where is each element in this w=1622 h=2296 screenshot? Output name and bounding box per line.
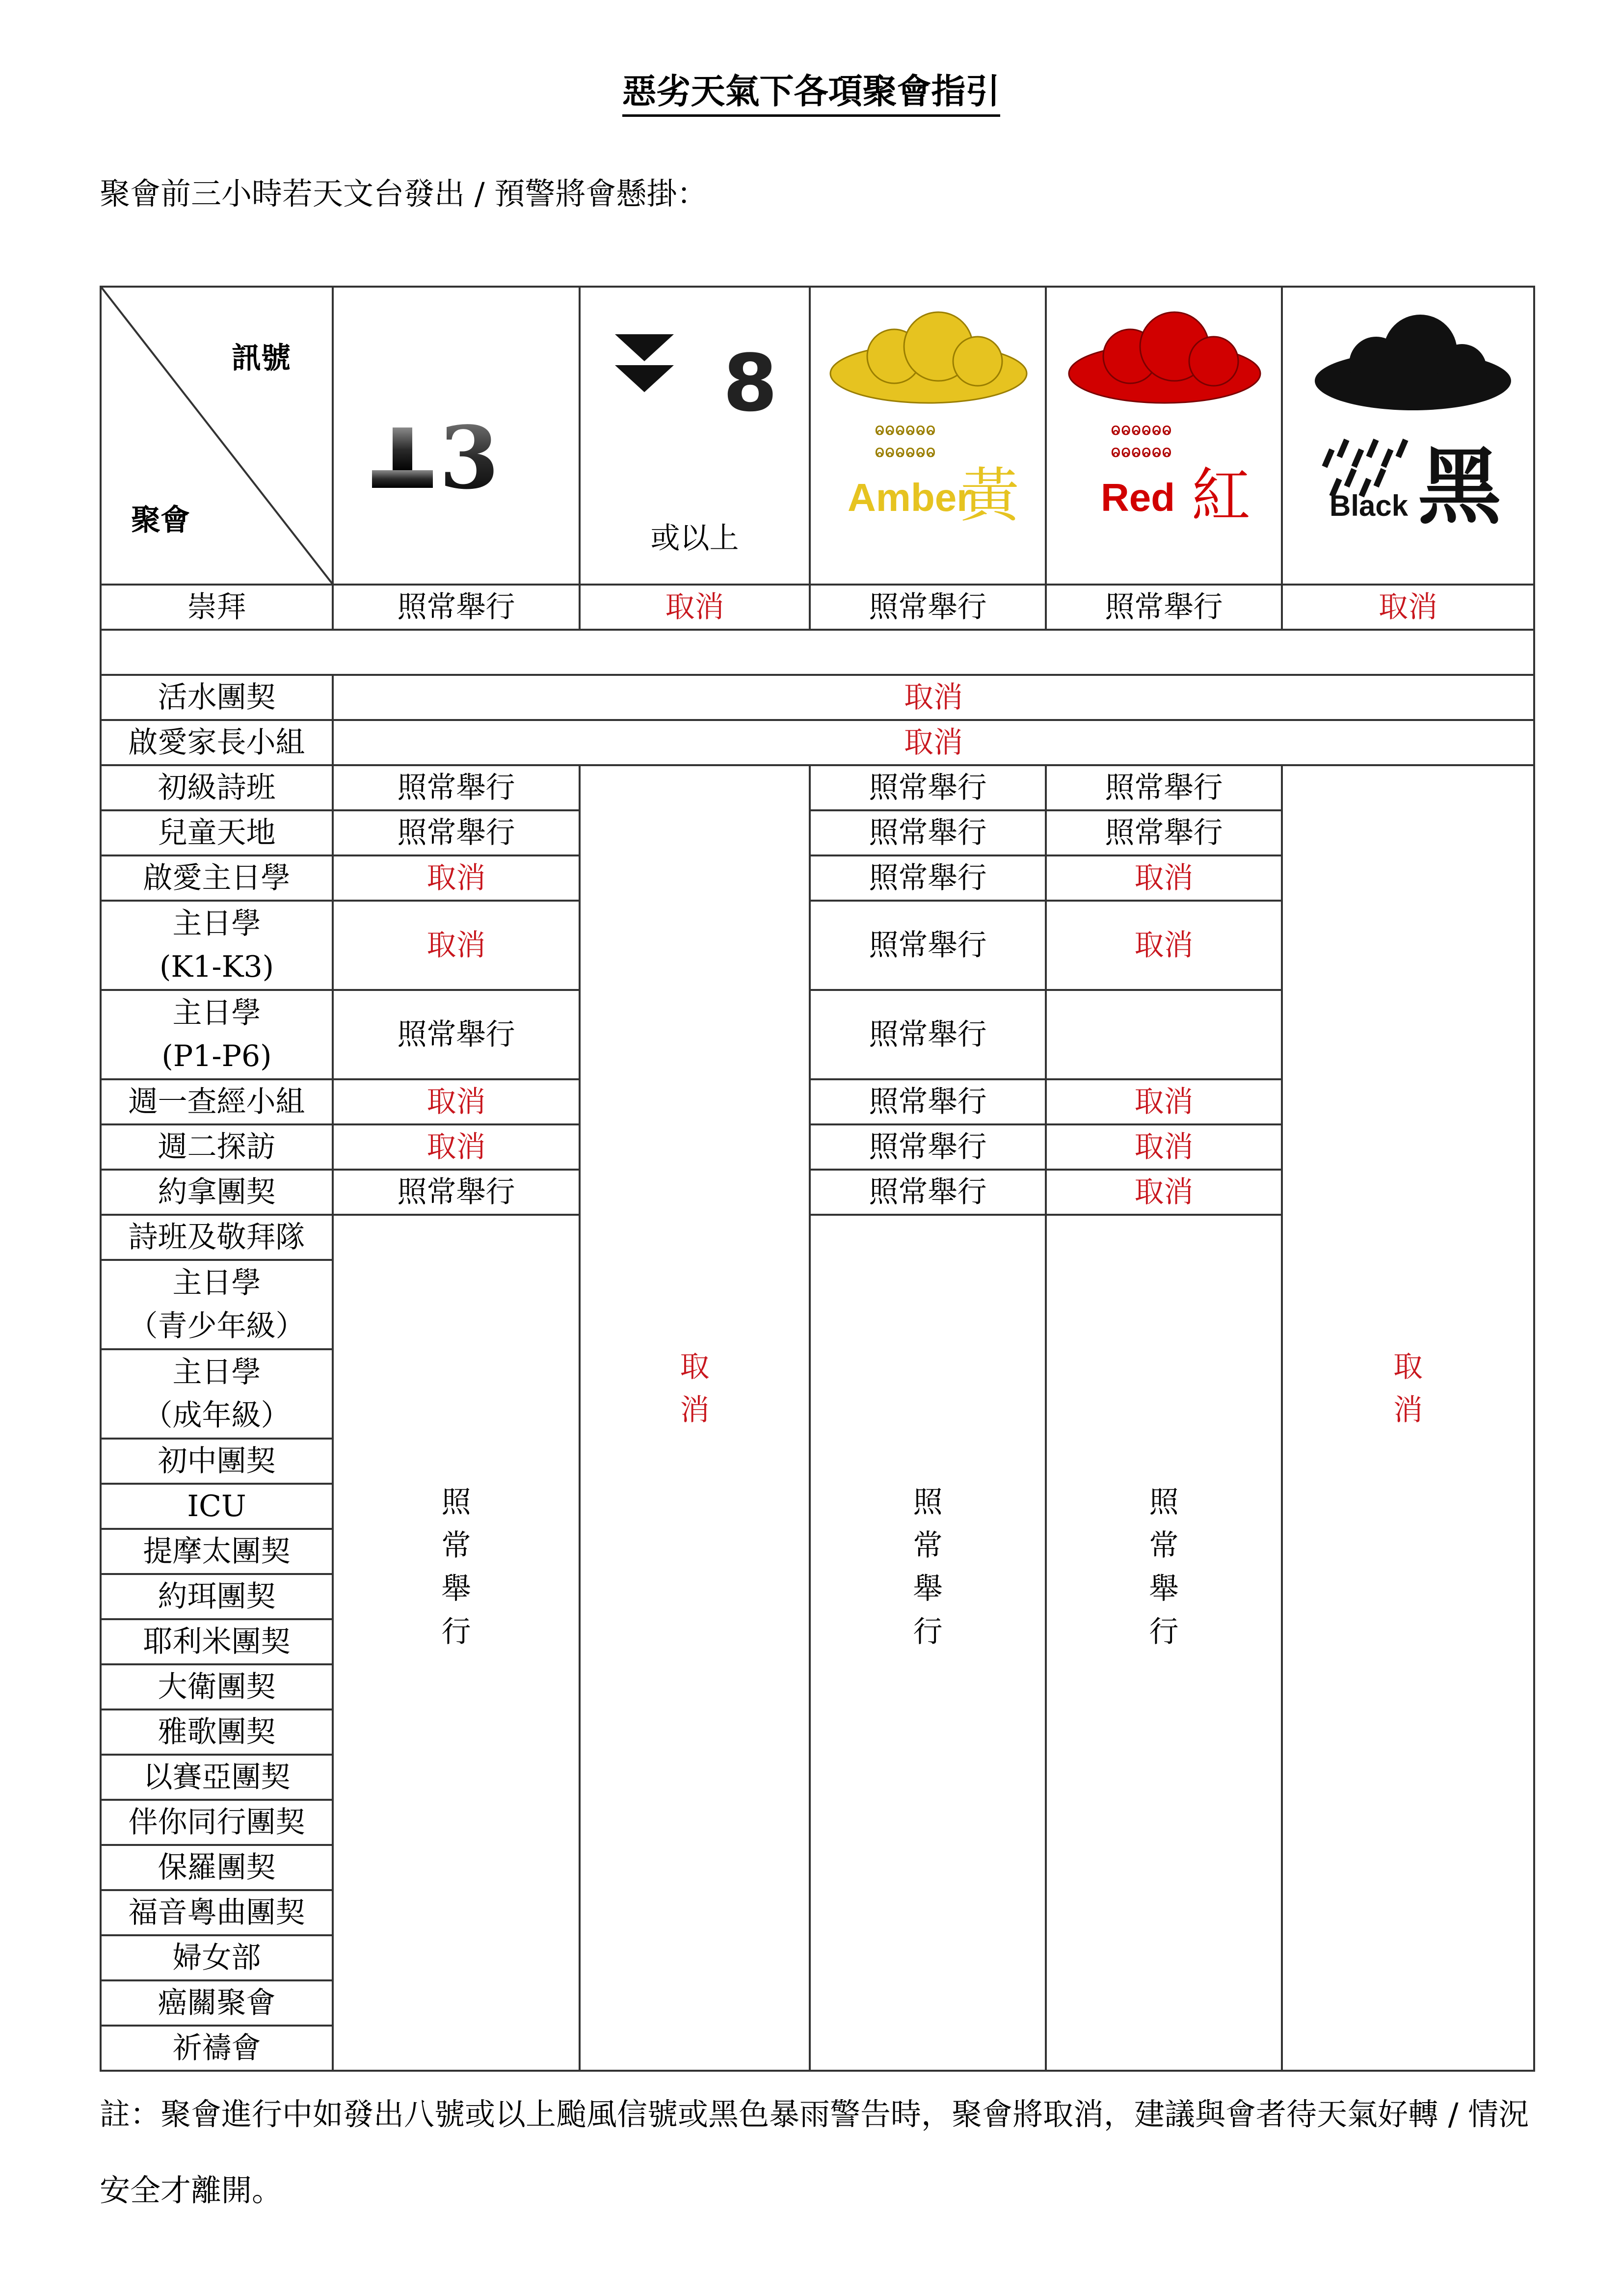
merged-cancel-cell	[580, 765, 810, 2071]
group-name: 祈禱會	[172, 2031, 261, 2065]
group-name: 主日學	[172, 907, 261, 941]
group-name-cell	[101, 1215, 333, 1260]
intro-text: 聚會前三小時若天文台發出 / 預警將會懸掛：	[100, 176, 708, 212]
svg-text:ⱺⱺⱺⱺⱺⱺ: ⱺⱺⱺⱺⱺⱺ	[1111, 442, 1172, 461]
vertical-char: 行	[913, 1615, 943, 1649]
vertical-char: 取	[1393, 1350, 1423, 1384]
group-name-cell	[101, 1439, 333, 1484]
group-name: ICU	[187, 1489, 246, 1523]
group-name: 主日學	[172, 1355, 261, 1389]
table-cell: 取消	[1282, 585, 1534, 630]
group-name: 福音粵曲團契	[128, 1896, 305, 1930]
group-name-cell	[101, 1800, 333, 1845]
header-signal-8	[580, 287, 810, 585]
group-name-sub: （青少年級）	[128, 1309, 305, 1343]
group-name: 啟愛家長小組	[128, 725, 305, 760]
vertical-char: 舉	[913, 1572, 943, 1606]
svg-text:3: 3	[439, 408, 499, 508]
group-name-cell	[101, 990, 333, 1079]
table-cell: 取消	[1046, 1079, 1282, 1124]
table-cell: 取消	[1046, 855, 1282, 901]
group-name-sub: （成年級）	[143, 1398, 291, 1433]
table-cell: 照常舉行	[810, 1079, 1046, 1124]
group-name-cell	[101, 810, 333, 855]
vertical-char: 消	[680, 1393, 710, 1427]
vertical-char: 舉	[1149, 1572, 1179, 1606]
black-rainstorm-icon	[1283, 288, 1534, 585]
table-cell: 照常舉行	[333, 810, 580, 855]
group-name: 癌關聚會	[158, 1986, 276, 2020]
group-name: 約拿團契	[158, 1175, 276, 1209]
page-title: 惡劣天氣下各項聚會指引	[0, 64, 1622, 113]
group-name-cell	[101, 1664, 333, 1709]
group-name-cell	[101, 1079, 333, 1124]
svg-text:ⱺⱺⱺⱺⱺⱺ: ⱺⱺⱺⱺⱺⱺ	[1111, 420, 1172, 439]
group-name-cell	[101, 720, 333, 765]
group-name: 保羅團契	[158, 1850, 276, 1885]
table-cell: 取消	[333, 720, 1534, 765]
spacer-cell	[101, 630, 1534, 675]
header-amber	[810, 287, 1046, 585]
table-cell: 取消	[333, 675, 1534, 720]
group-name-cell	[101, 765, 333, 810]
group-name-cell	[101, 1170, 333, 1215]
table-cell: 照常舉行	[1046, 810, 1282, 855]
group-name-cell	[101, 1529, 333, 1574]
table-cell: 照常舉行	[810, 990, 1046, 1079]
signal-8-or-above: 或以上	[650, 521, 739, 556]
svg-text:Red: Red	[1101, 476, 1175, 519]
corner-signal-label: 訊號	[232, 341, 291, 375]
group-name-sub: (P1-P6)	[161, 1039, 272, 1073]
worship-row	[101, 585, 1534, 630]
merged-row	[101, 675, 1534, 720]
group-name: 婦女部	[172, 1941, 261, 1975]
header-black	[1282, 287, 1534, 585]
spacer-row	[101, 630, 1534, 675]
svg-text:8: 8	[723, 337, 778, 429]
group-name-cell	[101, 1980, 333, 2026]
table-cell: 取消	[333, 855, 580, 901]
merged-normal-cell	[810, 1215, 1046, 2071]
group-name-cell	[101, 855, 333, 901]
table-cell	[1046, 990, 1282, 1079]
vertical-char: 常	[1149, 1528, 1179, 1563]
table-cell: 照常舉行	[810, 1124, 1046, 1170]
table-cell: 取消	[333, 1079, 580, 1124]
group-name: 雅歌團契	[158, 1715, 276, 1749]
svg-text:ⱺⱺⱺⱺⱺⱺ: ⱺⱺⱺⱺⱺⱺ	[875, 420, 936, 439]
corner-cell	[101, 287, 333, 585]
vertical-char: 常	[913, 1528, 943, 1563]
group-name-cell	[101, 2026, 333, 2071]
group-name-cell	[101, 1845, 333, 1890]
group-name-cell	[101, 1935, 333, 1980]
table-cell: 照常舉行	[333, 765, 580, 810]
table-cell: 照常舉行	[810, 855, 1046, 901]
vertical-char: 照	[913, 1485, 943, 1520]
group-name: 初級詩班	[158, 771, 276, 805]
svg-text:紅: 紅	[1192, 462, 1250, 530]
group-name: 週二探訪	[158, 1130, 276, 1164]
group-name-cell	[101, 675, 333, 720]
table-cell: 照常舉行	[810, 765, 1046, 810]
group-name-cell	[101, 1124, 333, 1170]
table-cell: 照常舉行	[810, 810, 1046, 855]
header-row	[101, 287, 1534, 585]
table-cell: 取消	[333, 901, 580, 990]
group-name: 約珥團契	[158, 1579, 276, 1614]
group-name: 伴你同行團契	[128, 1805, 305, 1840]
table-cell: 照常舉行	[1046, 585, 1282, 630]
group-name: 初中團契	[158, 1444, 276, 1478]
merged-cancel-cell	[1282, 765, 1534, 2071]
corner-gathering-label: 聚會	[131, 503, 190, 537]
vertical-char: 常	[441, 1528, 471, 1563]
red-rainstorm-icon	[1047, 288, 1282, 585]
merged-normal-cell	[333, 1215, 580, 2071]
group-name-sub: (K1-K3)	[159, 950, 274, 984]
group-name: 兒童天地	[158, 816, 276, 850]
table-cell: 取消	[333, 1124, 580, 1170]
table-cell: 照常舉行	[810, 1170, 1046, 1215]
group-name-cell	[101, 901, 333, 990]
group-name-cell	[101, 1890, 333, 1935]
table-cell: 照常舉行	[810, 585, 1046, 630]
group-name: 活水團契	[158, 680, 276, 715]
vertical-char: 舉	[441, 1572, 471, 1606]
vertical-char: 消	[1393, 1393, 1423, 1427]
merged-normal-cell	[1046, 1215, 1282, 2071]
group-name: 週一查經小組	[128, 1085, 305, 1119]
table-cell: 照常舉行	[1046, 765, 1282, 810]
group-name-cell	[101, 1484, 333, 1529]
group-name: 詩班及敬拜隊	[128, 1220, 305, 1255]
table-cell: 取消	[1046, 901, 1282, 990]
group-name: 提摩太團契	[143, 1534, 291, 1569]
group-name: 主日學	[172, 996, 261, 1030]
group-name-cell	[101, 1574, 333, 1619]
vertical-char: 行	[441, 1615, 471, 1649]
svg-text:黑: 黑	[1418, 439, 1502, 536]
vertical-char: 照	[1149, 1485, 1179, 1520]
table-cell: 取消	[1046, 1170, 1282, 1215]
group-name-cell	[101, 1755, 333, 1800]
vertical-char: 照	[441, 1485, 471, 1520]
svg-text:ⱺⱺⱺⱺⱺⱺ: ⱺⱺⱺⱺⱺⱺ	[875, 442, 936, 461]
footnote: 註：聚會進行中如發出八號或以上颱風信號或黑色暴雨警告時，聚會將取消，建議與會者待天氣好轉 / 情況安全才離開。	[100, 2096, 1529, 2208]
svg-text:Black: Black	[1330, 489, 1409, 522]
group-name-cell	[101, 1260, 333, 1349]
typhoon-signal-3-icon	[334, 288, 580, 585]
header-red	[1046, 287, 1282, 585]
svg-text:黃: 黃	[960, 462, 1019, 530]
group-name: 崇拜	[187, 590, 246, 624]
merged-row	[101, 720, 1534, 765]
group-name-cell	[101, 1619, 333, 1664]
guideline-table	[100, 286, 1535, 2072]
table-cell: 取消	[580, 585, 810, 630]
table-cell: 照常舉行	[333, 1170, 580, 1215]
group-name-cell	[101, 1349, 333, 1439]
header-signal-3	[333, 287, 580, 585]
svg-text:Amber: Amber	[848, 476, 972, 519]
table-cell: 照常舉行	[810, 901, 1046, 990]
group-name: 以賽亞團契	[143, 1760, 291, 1794]
group-name: 耶利米團契	[143, 1625, 291, 1659]
vertical-char: 取	[680, 1350, 710, 1384]
table-cell: 照常舉行	[333, 990, 580, 1079]
group-name-cell	[101, 1709, 333, 1755]
amber-rainstorm-icon	[811, 288, 1046, 585]
group-name-cell	[101, 585, 333, 630]
table-row	[101, 765, 1534, 810]
group-name: 大衛團契	[158, 1670, 276, 1704]
group-name: 啟愛主日學	[143, 861, 291, 895]
vertical-char: 行	[1149, 1615, 1179, 1649]
table-cell: 照常舉行	[333, 585, 580, 630]
group-name: 主日學	[172, 1266, 261, 1300]
table-cell: 取消	[1046, 1124, 1282, 1170]
